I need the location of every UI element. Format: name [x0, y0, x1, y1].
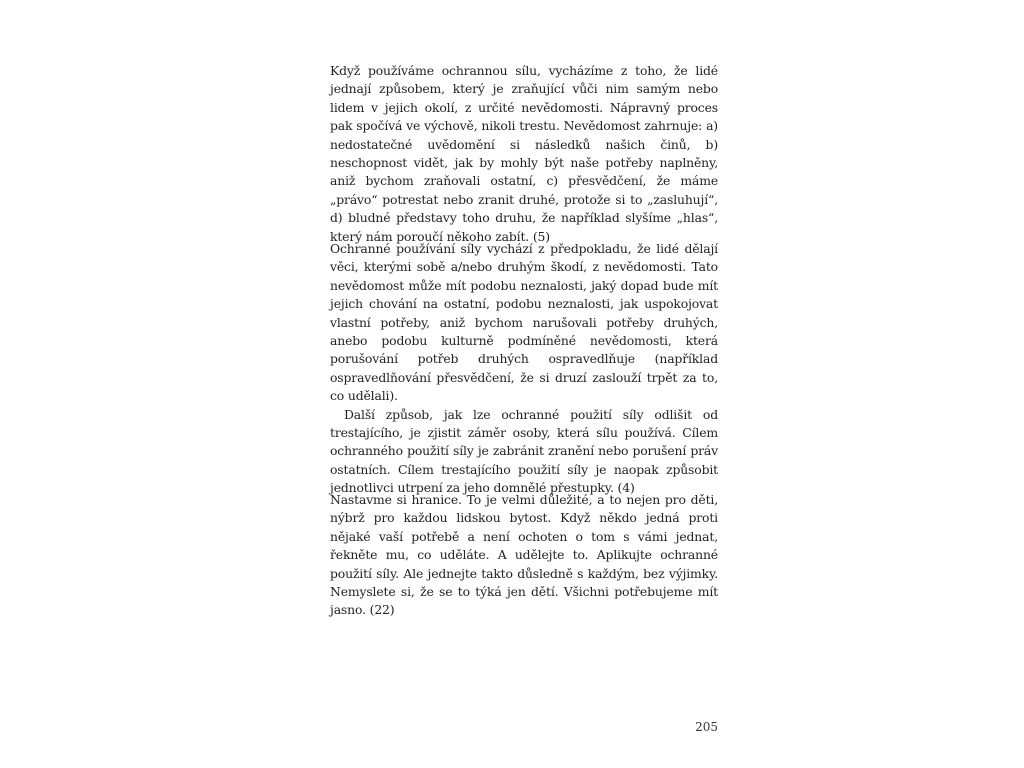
text-block-ignorance	[330, 240, 718, 498]
paragraph: Další způsob, jak lze ochranné použití síly odlišit od trestajícího, je zjistit záměr osoby, která sílu používá. Cílem ochranného použití síly je zabránit zranění nebo porušení práv ostatních. Cílem trestajícího použití síly je naopak způsobit jednotlivci utrpení za jeho domnělé přestupky. (4)	[330, 406, 718, 496]
paragraph: Nastavme si hranice. To je velmi důležité, a to nejen pro děti, nýbrž pro každou lidskou bytost. Když někdo jedná proti nějaké vaší potřebě a není ochoten o tom s vámi jednat, řekněte mu, co uděláte. A udělejte to. Aplikujte ochranné použití síly. Ale jednejte takto důsledně s každým, bez výjimky. Nemyslete si, že se to týká jen dětí. Všichni potřebujeme mít jasno. (22)	[330, 492, 718, 618]
text-block-boundaries	[330, 491, 718, 620]
page-number: 205	[695, 720, 718, 734]
paragraph: Ochranné používání síly vychází z předpokladu, že lidé dělají věci, kterými sobě a/nebo druhým škodí, z nevědomosti. Tato nevědomost může mít podobu neznalosti, jaký dopad bude mít jejich chování na ostatní, podobu neznalosti, jak uspokojovat vlastní potřeby, aniž bychom narušovali potřeby druhých, anebo podobu kulturně podmíněné nevědomosti, která porušování potřeb druhých ospravedlňuje (například ospravedlňování přesvědčení, že si druzí zaslouží trpět za to, co udělali).	[330, 241, 718, 404]
text-block-protective-force	[330, 62, 718, 246]
paragraph: Když používáme ochrannou sílu, vycházíme z toho, že lidé jednají způsobem, který je zraňující vůči nim samým nebo lidem v jejich okolí, z určité nevědomosti. Nápravný proces pak spočívá ve výchově, nikoli trestu. Nevědomost zahrnuje: a) nedostatečné uvědomění si následků našich činů, b) neschopnost vidět, jak by mohly být naše potřeby naplněny, aniž bychom zraňovali ostatní, c) přesvědčení, že máme „právo“ potrestat nebo zranit druhé, protože si to „zasluhují“, d) bludné představy toho druhu, že například slyšíme „hlas“, který nám poroučí někoho zabít. (5)	[330, 63, 718, 244]
